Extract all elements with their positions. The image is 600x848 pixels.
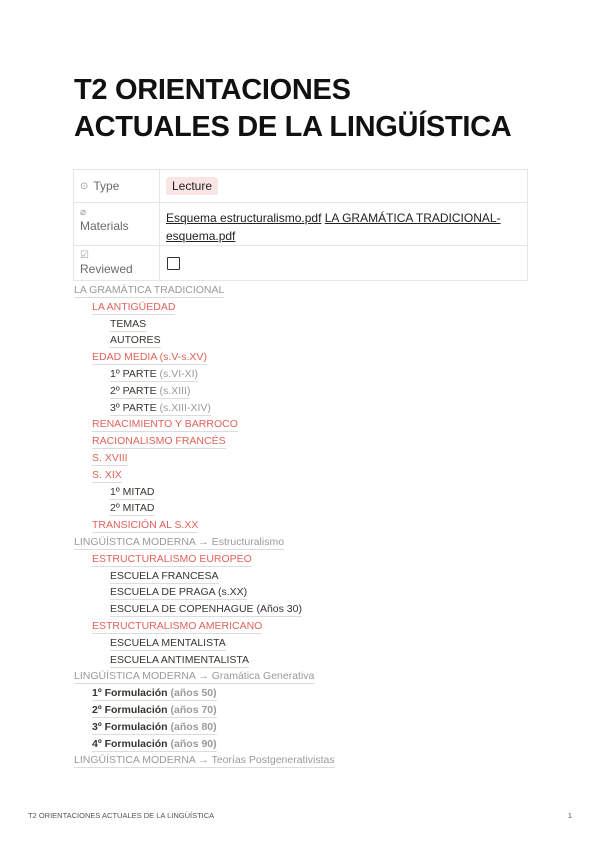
toc-item[interactable] bbox=[74, 517, 544, 534]
toc-heading-text: 1º PARTE bbox=[110, 367, 157, 380]
toc-heading-text: EDAD MEDIA (s.V-s.XV) bbox=[92, 351, 207, 364]
toc-link[interactable] bbox=[92, 418, 238, 432]
toc-heading-text: 2º PARTE bbox=[110, 384, 157, 397]
toc-heading-text: 2º MITAD bbox=[110, 502, 155, 515]
type-tag[interactable]: Lecture bbox=[166, 177, 218, 195]
toc-item[interactable] bbox=[74, 416, 544, 433]
toc-link[interactable] bbox=[92, 435, 226, 449]
toc-link[interactable] bbox=[92, 452, 128, 466]
toc-link[interactable] bbox=[110, 637, 226, 651]
toc-heading-detail: (años 50) bbox=[167, 687, 217, 700]
property-key-reviewed bbox=[74, 246, 160, 281]
toc-heading-text: ESCUELA MENTALISTA bbox=[110, 636, 226, 649]
property-label-materials: Materials bbox=[80, 219, 129, 233]
toc-heading-text: RACIONALISMO FRANCÉS bbox=[92, 435, 226, 448]
toc-item[interactable] bbox=[74, 332, 544, 349]
toc-heading-text: LINGÜÍSTICA MODERNA → Teorías Postgenerativistas bbox=[74, 754, 335, 767]
file-link-esquema-estructuralismo[interactable]: Esquema estructuralismo.pdf bbox=[166, 211, 322, 225]
toc-heading-text: ESCUELA FRANCESA bbox=[110, 569, 219, 582]
toc-item[interactable] bbox=[74, 366, 544, 383]
toc-link[interactable] bbox=[74, 536, 284, 550]
toc-link[interactable] bbox=[92, 553, 252, 567]
checkbox-icon: ☑ bbox=[80, 250, 89, 261]
toc-link[interactable] bbox=[92, 301, 175, 315]
toc-heading-text: ESCUELA ANTIMENTALISTA bbox=[110, 653, 250, 666]
status-icon: ⊙ bbox=[80, 180, 89, 192]
footer-title: T2 ORIENTACIONES ACTUALES DE LA LINGÜÍSTICA bbox=[28, 811, 215, 820]
toc-item[interactable] bbox=[74, 752, 544, 769]
toc-item[interactable] bbox=[74, 467, 544, 484]
toc-heading-text: ESCUELA DE COPENHAGUE (Años 30) bbox=[110, 603, 302, 616]
toc-link[interactable] bbox=[110, 570, 219, 584]
paperclip-icon: ⌀ bbox=[80, 207, 87, 218]
toc-link[interactable] bbox=[74, 670, 314, 684]
toc-link[interactable] bbox=[110, 586, 247, 600]
toc-heading-text: ESCUELA DE PRAGA (s.XX) bbox=[110, 586, 248, 599]
toc-link[interactable] bbox=[110, 334, 161, 348]
toc-link[interactable] bbox=[110, 368, 198, 382]
toc-heading-detail: (s.XIII) bbox=[156, 384, 191, 397]
toc-heading-text: TRANSICIÓN AL S.XX bbox=[92, 519, 199, 532]
toc-heading-text: 3º PARTE bbox=[110, 401, 157, 414]
toc-heading-text: ESTRUCTURALISMO EUROPEO bbox=[92, 552, 252, 565]
toc-link[interactable] bbox=[110, 402, 211, 416]
toc-item[interactable] bbox=[74, 484, 544, 501]
toc-heading-text: LINGÜÍSTICA MODERNA → Estructuralismo bbox=[74, 535, 285, 548]
toc-heading-text: 4º Formulación bbox=[92, 737, 168, 750]
toc-link[interactable] bbox=[92, 519, 198, 533]
toc-item[interactable] bbox=[74, 534, 544, 551]
toc-item[interactable] bbox=[74, 400, 544, 417]
toc-item[interactable] bbox=[74, 551, 544, 568]
toc-item[interactable] bbox=[74, 568, 544, 585]
toc-heading-text: TEMAS bbox=[110, 317, 147, 330]
toc-link[interactable] bbox=[74, 754, 335, 768]
property-label-reviewed: Reviewed bbox=[80, 262, 133, 276]
toc-item[interactable] bbox=[74, 668, 544, 685]
toc-link[interactable] bbox=[110, 486, 154, 500]
toc-item[interactable] bbox=[74, 316, 544, 333]
toc-link[interactable] bbox=[92, 351, 207, 365]
toc-link[interactable] bbox=[92, 704, 217, 718]
toc-heading-text: LA ANTIGÜEDAD bbox=[92, 300, 176, 313]
toc-item[interactable] bbox=[74, 702, 544, 719]
toc-heading-text: RENACIMIENTO Y BARROCO bbox=[92, 418, 238, 431]
file-link-gramatica-tradicional[interactable]: LA GRAMÁTICA TRADICIONAL-esquema.pdf bbox=[166, 211, 501, 243]
toc-item[interactable] bbox=[74, 433, 544, 450]
page-number: 1 bbox=[567, 811, 572, 820]
toc-heading-text: 1º Formulación bbox=[92, 687, 168, 700]
property-key-materials bbox=[74, 203, 160, 246]
toc-heading-detail: (años 80) bbox=[167, 720, 217, 733]
toc-heading-text: LINGÜÍSTICA MODERNA → Gramática Generativa bbox=[74, 670, 315, 683]
property-key-type bbox=[74, 170, 160, 203]
toc-heading-text: LA GRAMÁTICA TRADICIONAL bbox=[74, 284, 225, 296]
properties-table bbox=[73, 169, 528, 281]
toc-item[interactable] bbox=[74, 736, 544, 753]
toc-link[interactable] bbox=[110, 318, 146, 332]
toc-link[interactable] bbox=[92, 620, 262, 634]
toc-heading-text: 3º Formulación bbox=[92, 720, 168, 733]
property-value-reviewed bbox=[160, 246, 528, 281]
reviewed-checkbox[interactable] bbox=[167, 257, 180, 270]
property-row-materials bbox=[74, 203, 528, 246]
toc-heading-text: S. XVIII bbox=[92, 451, 128, 464]
toc-link[interactable] bbox=[110, 654, 249, 668]
toc-item[interactable] bbox=[74, 450, 544, 467]
toc-item[interactable] bbox=[74, 282, 544, 299]
toc-link[interactable] bbox=[110, 502, 154, 516]
toc-link[interactable] bbox=[110, 603, 302, 617]
toc-link[interactable] bbox=[110, 385, 190, 399]
page-title-line-2: ACTUALES DE LA LINGÜÍSTICA bbox=[74, 111, 512, 143]
page-footer bbox=[28, 811, 572, 820]
toc-item[interactable] bbox=[74, 719, 544, 736]
property-value-materials bbox=[160, 203, 528, 246]
toc-link[interactable] bbox=[74, 284, 224, 298]
toc-item[interactable] bbox=[74, 383, 544, 400]
page-title bbox=[74, 72, 544, 146]
toc-heading-text: ESTRUCTURALISMO AMERICANO bbox=[92, 619, 263, 632]
toc-heading-text: S. XIX bbox=[92, 468, 122, 481]
toc-link[interactable] bbox=[92, 469, 122, 483]
toc-item[interactable] bbox=[74, 652, 544, 669]
toc-item[interactable] bbox=[74, 635, 544, 652]
toc-item[interactable] bbox=[74, 584, 544, 601]
toc-link[interactable] bbox=[92, 738, 217, 752]
toc-heading-text: 2º Formulación bbox=[92, 703, 168, 716]
toc-heading-detail: (s.VI-XI) bbox=[156, 367, 199, 380]
toc-item[interactable] bbox=[74, 299, 544, 316]
table-of-contents bbox=[74, 282, 544, 769]
toc-item[interactable] bbox=[74, 349, 544, 366]
toc-heading-text: AUTORES bbox=[110, 334, 161, 347]
property-row-type bbox=[74, 170, 528, 203]
toc-heading-detail: (años 70) bbox=[167, 703, 217, 716]
page-title-line-1: T2 ORIENTACIONES bbox=[74, 74, 351, 106]
toc-link[interactable] bbox=[92, 721, 217, 735]
property-row-reviewed bbox=[74, 246, 528, 281]
toc-heading-text: 1º MITAD bbox=[110, 485, 155, 498]
toc-link[interactable] bbox=[92, 687, 217, 701]
property-label-type: Type bbox=[93, 179, 120, 193]
toc-heading-detail: (años 90) bbox=[167, 737, 217, 750]
property-value-type[interactable] bbox=[160, 170, 528, 203]
toc-item[interactable] bbox=[74, 618, 544, 635]
toc-heading-detail: (s.XIII-XIV) bbox=[156, 401, 211, 414]
toc-item[interactable] bbox=[74, 685, 544, 702]
toc-item[interactable] bbox=[74, 601, 544, 618]
toc-item[interactable] bbox=[74, 500, 544, 517]
